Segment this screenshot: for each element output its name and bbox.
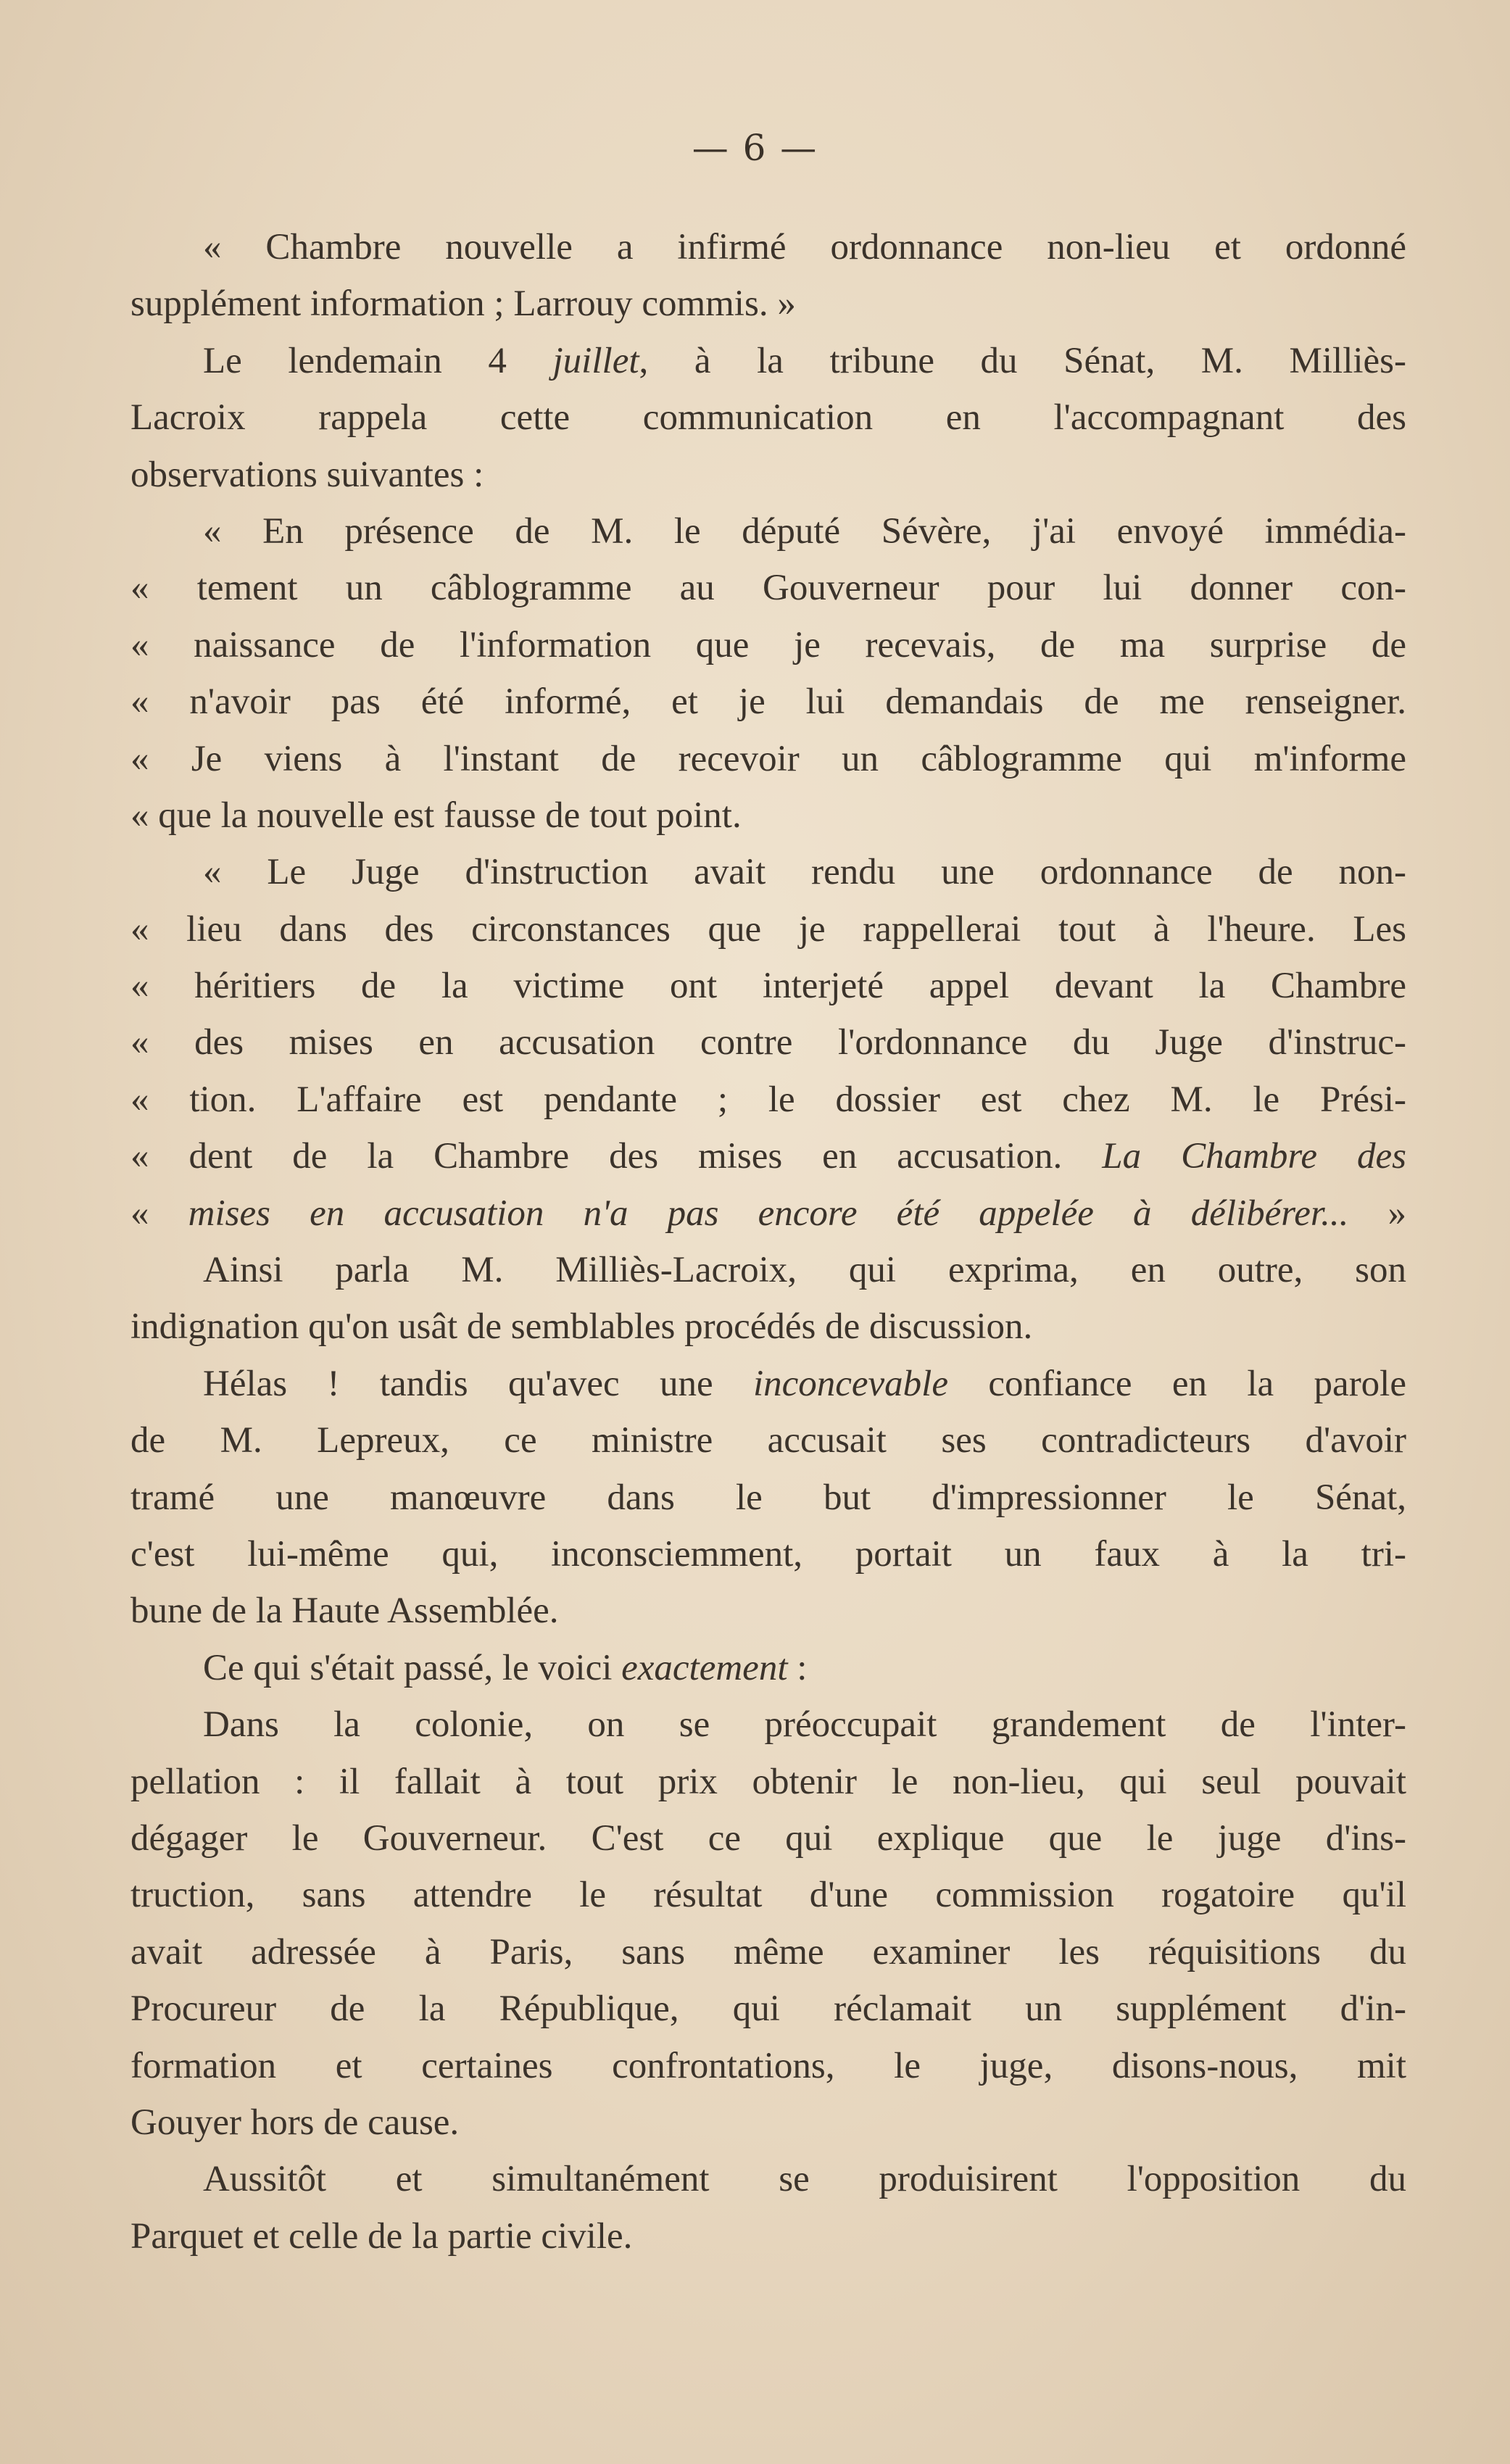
- text-run: formation et certaines confrontations, le juge, disons-nous, mit: [130, 2045, 1406, 2086]
- text-line: [130, 1185, 1406, 1242]
- text-run: Lacroix rappela cette communication en l'accompagnant des: [130, 397, 1406, 439]
- text-run: Parquet et celle de la partie civile.: [130, 2215, 633, 2257]
- text-run: observations suivantes :: [130, 454, 484, 495]
- text-line: [130, 275, 1406, 332]
- italic-run: mises en accusation n'a pas encore été appelée à délibérer...: [188, 1192, 1349, 1234]
- text-run: de M. Lepreux, ce ministre accusait ses contradicteurs d'avoir: [130, 1420, 1406, 1461]
- text-run: supplément information ; Larrouy commis. »: [130, 283, 796, 325]
- text-run: Le lendemain 4: [203, 340, 553, 381]
- text-line: [130, 673, 1406, 730]
- text-line: [130, 617, 1406, 673]
- body-text: [130, 219, 1406, 2265]
- text-line: [130, 447, 1406, 503]
- text-line: [130, 1014, 1406, 1071]
- text-run: pellation : il fallait à tout prix obtenir le non-lieu, qui seul pouvait: [130, 1761, 1406, 1802]
- text-line: [130, 958, 1406, 1014]
- text-run: « héritiers de la victime ont interjeté appel devant la Chambre: [130, 966, 1406, 1007]
- text-line: [130, 844, 1406, 900]
- text-run: « Le Juge d'instruction avait rendu une ordonnance de non-: [203, 852, 1406, 893]
- text-line: [130, 1298, 1406, 1355]
- text-line: [130, 503, 1406, 560]
- text-run: confiance en la parole: [947, 1363, 1406, 1404]
- text-run: « dent de la Chambre des mises en accusation.: [130, 1136, 1103, 1177]
- text-run: c'est lui-même qui, inconsciemment, portait un faux à la tri-: [130, 1533, 1406, 1575]
- text-line: [130, 1696, 1406, 1753]
- text-run: « naissance de l'information que je recevais, de ma surprise de: [130, 624, 1406, 665]
- text-line: [130, 1980, 1406, 2037]
- text-run: « En présence de M. le député Sévère, j'ai envoyé immédia-: [203, 510, 1406, 552]
- text-run: «: [130, 1192, 188, 1234]
- italic-run: La Chambre des: [1102, 1136, 1406, 1177]
- text-run: indignation qu'on usât de semblables procédés de discussion.: [130, 1306, 1033, 1348]
- italic-run: exactement: [621, 1647, 788, 1688]
- text-run: « que la nouvelle est fausse de tout point.: [130, 795, 742, 836]
- text-run: Gouyer hors de cause.: [130, 2102, 460, 2143]
- text-line: [130, 1128, 1406, 1185]
- text-run: « tion. L'affaire est pendante ; le dossier est chez M. le Prési-: [130, 1079, 1406, 1120]
- text-line: [130, 1071, 1406, 1128]
- text-line: [130, 901, 1406, 958]
- italic-run: inconcevable: [752, 1363, 948, 1404]
- text-run: »: [1348, 1192, 1407, 1234]
- text-run: tramé une manœuvre dans le but d'impressionner le Sénat,: [130, 1477, 1406, 1518]
- text-line: [130, 1582, 1406, 1639]
- text-line: [130, 731, 1406, 787]
- text-run: :: [787, 1647, 808, 1688]
- text-run: « Chambre nouvelle a infirmé ordonnance non-lieu et ordonné: [203, 227, 1406, 267]
- text-line: [130, 2151, 1406, 2207]
- text-run: Hélas ! tandis qu'avec une: [203, 1363, 753, 1404]
- text-run: Aussitôt et simultanément se produisirent l'opposition du: [203, 2159, 1406, 2200]
- text-run: « Je viens à l'instant de recevoir un câblogramme qui m'informe: [130, 738, 1406, 779]
- text-line: [130, 1754, 1406, 1810]
- text-run: truction, sans attendre le résultat d'une commission rogatoire qu'il: [130, 1875, 1406, 1916]
- text-line: [130, 1469, 1406, 1526]
- text-line: [130, 389, 1406, 446]
- text-line: [130, 1640, 1406, 1696]
- text-run: bune de la Haute Assemblée.: [130, 1590, 559, 1632]
- text-line: [130, 2038, 1406, 2094]
- text-line: [130, 2208, 1406, 2265]
- text-run: , à la tribune du Sénat, M. Milliès-: [639, 340, 1406, 381]
- text-line: [130, 560, 1406, 616]
- text-line: [130, 1924, 1406, 1980]
- text-line: [130, 787, 1406, 844]
- text-run: « lieu dans des circonstances que je rappellerai tout à l'heure. Les: [130, 908, 1406, 950]
- text-run: Ce qui s'était passé, le voici: [203, 1647, 622, 1688]
- text-run: « des mises en accusation contre l'ordonnance du Juge d'instruc-: [130, 1022, 1406, 1063]
- text-line: [130, 1356, 1406, 1412]
- text-run: Dans la colonie, on se préoccupait grandement de l'inter-: [203, 1704, 1406, 1746]
- text-run: « n'avoir pas été informé, et je lui demandais de me renseigner.: [130, 681, 1406, 723]
- page-number: — 6 —: [692, 127, 818, 169]
- text-run: Procureur de la République, qui réclamait un supplément d'in-: [130, 1988, 1406, 2030]
- text-line: [130, 333, 1406, 389]
- italic-run: juillet: [552, 340, 639, 381]
- text-run: « tement un câblogramme au Gouverneur pour lui donner con-: [130, 568, 1406, 609]
- text-line: [130, 1526, 1406, 1582]
- text-line: [130, 2094, 1406, 2151]
- text-line: [130, 219, 1406, 275]
- text-line: [130, 1867, 1406, 1923]
- text-run: avait adressée à Paris, sans même examiner les réquisitions du: [130, 1931, 1406, 1973]
- text-line: [130, 1412, 1406, 1469]
- text-line: [130, 1242, 1406, 1298]
- text-run: Ainsi parla M. Milliès-Lacroix, qui exprima, en outre, son: [203, 1250, 1406, 1291]
- text-line: [130, 1810, 1406, 1867]
- text-run: dégager le Gouverneur. C'est ce qui explique que le juge d'ins-: [130, 1817, 1406, 1859]
